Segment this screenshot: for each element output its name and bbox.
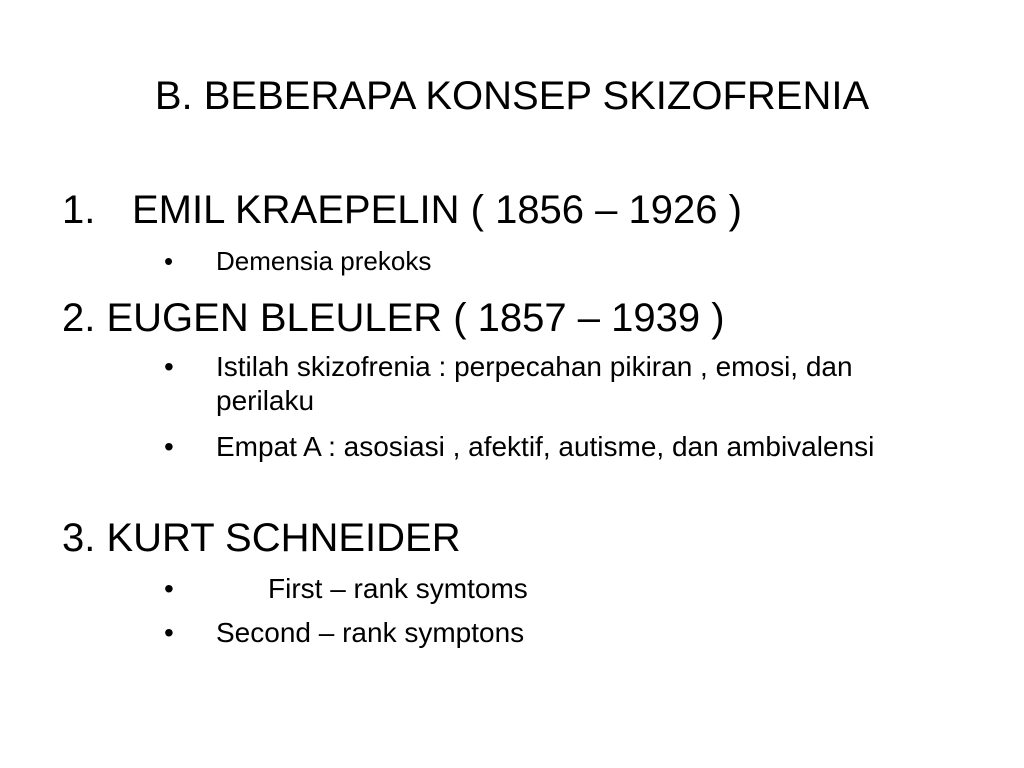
bullet-icon: • (164, 431, 174, 462)
bullet-icon: • (164, 617, 174, 648)
section-heading-text: EMIL KRAEPELIN ( 1856 – 1926 ) (132, 188, 742, 232)
bullet-icon: • (164, 351, 174, 382)
bullet-icon: • (164, 246, 174, 276)
slide-title: B. BEBERAPA KONSEP SKIZOFRENIA (154, 74, 870, 118)
bullet-item (164, 430, 944, 464)
bullet-item (164, 616, 944, 650)
bullet-icon: • (164, 573, 174, 604)
list-number: 1. (62, 188, 96, 232)
bullet-text: First – rank symtoms (268, 573, 528, 604)
section-heading-schneider: 3. KURT SCHNEIDER (62, 516, 461, 560)
bullet-item (164, 350, 944, 418)
bullet-text: Empat A : asosiasi , afektif, autisme, dan ambivalensi (216, 431, 875, 462)
bullet-text: Second – rank symptons (216, 617, 525, 648)
section-heading-bleuler: 2. EUGEN BLEULER ( 1857 – 1939 ) (62, 296, 725, 340)
bullet-item (164, 244, 944, 278)
bullet-item (164, 572, 944, 606)
bullet-text: Demensia prekoks (216, 246, 432, 276)
bullet-text: Istilah skizofrenia : perpecahan pikiran , emosi, dan perilaku (216, 351, 853, 416)
